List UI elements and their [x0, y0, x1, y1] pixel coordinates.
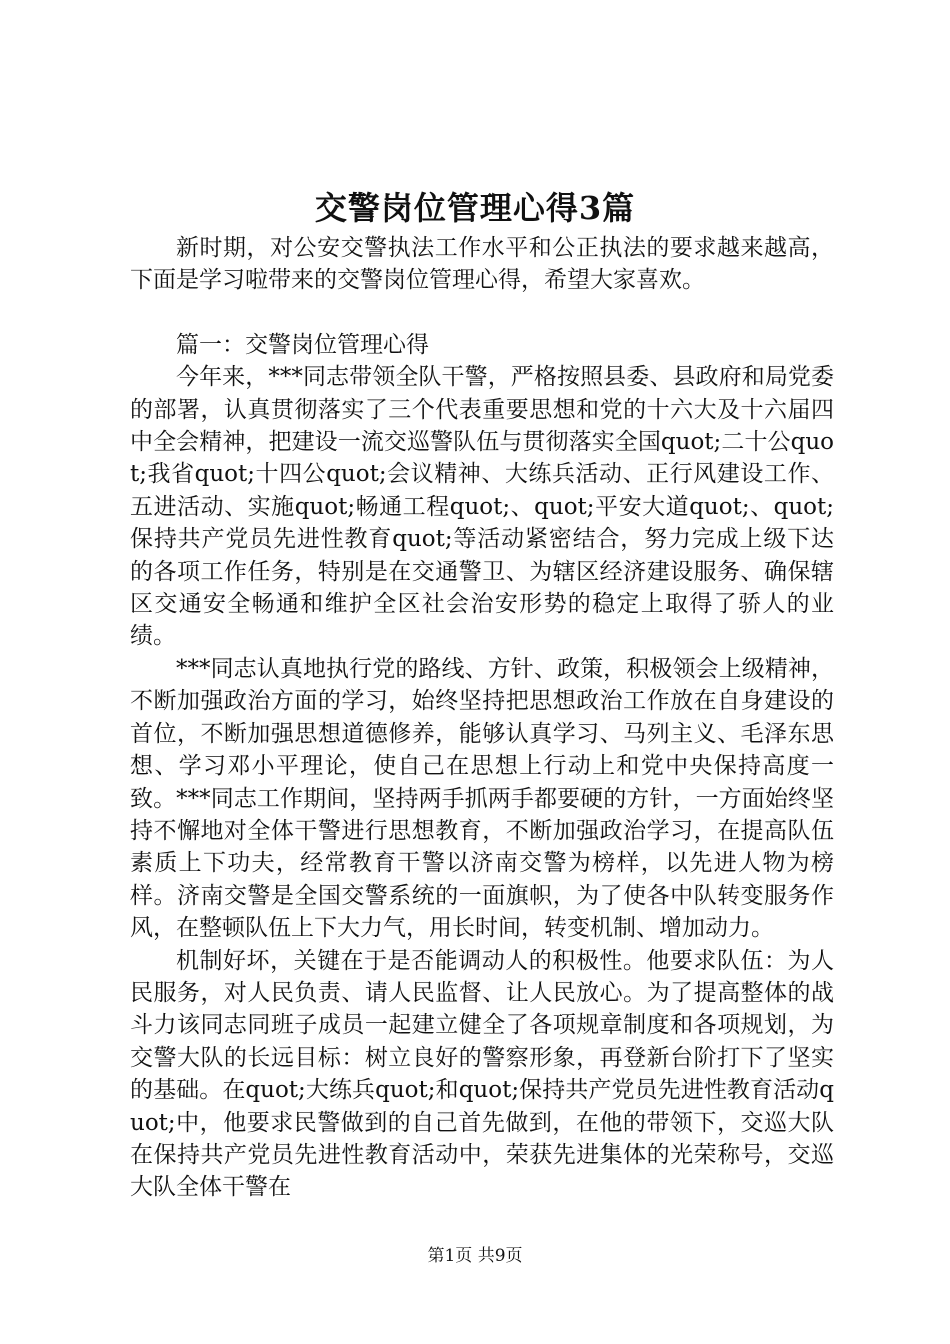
page-number-footer: 第1页 共9页	[427, 1246, 523, 1266]
body-paragraph-2: ***同志认真地执行党的路线、方针、政策，积极领会上级精神，不断加强政治方面的学习，始终坚持把思想政治工作放在自身建设的首位，不断加强思想道德修养，能够认真学习、马列主义、毛泽东思想、学习邓小平理论，使自己在思想上行动上和党中央保持高度一致。***同志工作期间，坚持两手抓两手都要硬的方针，一方面始终坚持不懈地对全体干警进行思想教育，不断加强政治学习，在提高队伍素质上下功夫，经常教育干警以济南交警为榜样，以先进人物为榜样。济南交警是全国交警系统的一面旗帜，为了使各中队转变服务作风，在整顿队伍上下大力气，用长时间，转变机制、增加动力。	[130, 655, 834, 942]
paragraph-gap	[130, 297, 834, 329]
document-title: 交警岗位管理心得3篇	[314, 189, 636, 227]
body-paragraph-3: 机制好坏，关键在于是否能调动人的积极性。他要求队伍：为人民服务，对人民负责、请人民监督、让人民放心。为了提高整体的战斗力该同志同班子成员一起建立健全了各项规章制度和各项规划，为交警大队的长远目标：树立良好的警察形象，再登新台阶打下了坚实的基础。在quot;大练兵quot;和quot;保持共产党员先进性教育活动quot;中，他要求民警做到的自己首先做到，在他的带领下，交巡大队在保持共产党员先进性教育活动中，荣获先进集体的光荣称号，交巡大队全体干警在	[130, 947, 834, 1201]
document-body	[130, 232, 834, 1204]
body-paragraph-1: 今年来，***同志带领全队干警，严格按照县委、县政府和局党委的部署，认真贯彻落实了三个代表重要思想和党的十六大及十六届四中全会精神，把建设一流交巡警队伍与贯彻落实全国quot;二十公quot;我省quot;十四公quot;会议精神、大练兵活动、正行风建设工作、五进活动、实施quot;畅通工程quot;、quot;平安大道quot;、quot;保持共产党员先进性教育quot;等活动紧密结合，努力完成上级下达的各项工作任务，特别是在交通警卫、为辖区经济建设服务、确保辖区交通安全畅通和维护全区社会治安形势的稳定上取得了骄人的业绩。	[130, 364, 834, 650]
section-heading: 篇一：交警岗位管理心得	[176, 331, 429, 358]
intro-paragraph: 新时期，对公安交警执法工作水平和公正执法的要求越来越高，下面是学习啦带来的交警岗位管理心得，希望大家喜欢。	[130, 235, 834, 294]
